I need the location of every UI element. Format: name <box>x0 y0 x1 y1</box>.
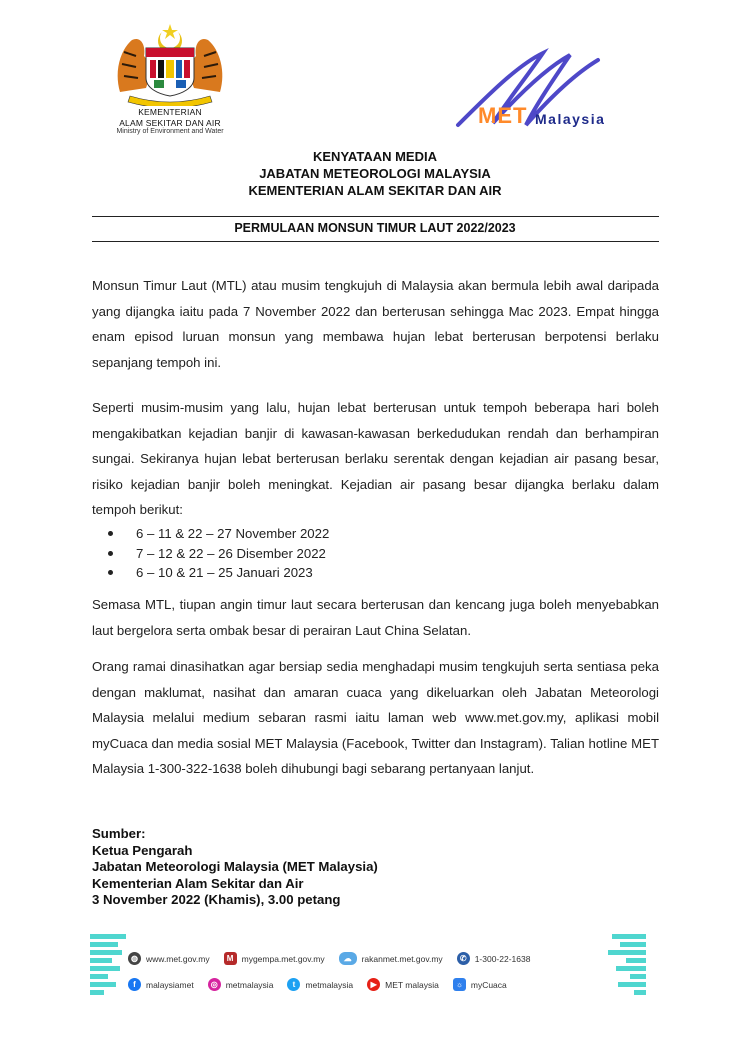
ministry-name-english: Ministry of Environment and Water <box>116 128 224 135</box>
source-label: Sumber: <box>92 826 146 841</box>
ministry-name-line1: KEMENTERIAN <box>138 107 202 117</box>
bullet-icon <box>108 570 113 575</box>
bullet-icon <box>108 551 113 556</box>
instagram-text: metmalaysia <box>225 979 274 990</box>
paragraph-1: Monsun Timur Laut (MTL) atau musim tengkujuh di Malaysia akan bermula lebih awal daripada yang dijangka iaitu pada 7 November 2022 dan berterusan sehingga Mac 2023. Empat hingga enam episod luruan monsun yang membawa hujan lebat berterusan berpotensi berlaku sepanjang tempoh ini. <box>92 278 659 370</box>
rakanmet-link[interactable] <box>339 952 443 965</box>
twitter-link[interactable] <box>287 978 353 991</box>
contact-footer <box>0 928 750 1018</box>
paragraph-4: Orang ramai dinasihatkan agar bersiap sedia menghadapi musim tengkujuh serta sentiasa peka dengan maklumat, nasihat dan amaran cuaca yang dikeluarkan oleh Jabatan Meteorologi Malaysia melalui medium sebaran rasmi iaitu laman web www.met.gov.my, aplikasi mobil myCuaca dan media sosial MET Malaysia (Facebook, Twitter dan Instagram). Talian hotline MET Malaysia 1-300-322-1638 boleh dihubungi bagi sebarang pertanyaan lanjut. <box>92 659 659 776</box>
source-block <box>92 826 378 909</box>
website-text: www.met.gov.my <box>146 953 210 964</box>
footer-stripes-right <box>604 934 646 998</box>
facebook-text: malaysiamet <box>146 979 194 990</box>
subject-rule-bottom <box>92 241 659 242</box>
website-link[interactable] <box>128 952 210 965</box>
mycuaca-icon: ☼ <box>453 978 466 991</box>
mygempa-text: mygempa.met.gov.my <box>241 953 325 964</box>
mygempa-icon: M <box>224 952 237 965</box>
list-item <box>108 544 329 564</box>
source-line2: Jabatan Meteorologi Malaysia (MET Malaysia) <box>92 859 378 874</box>
heading-line3: KEMENTERIAN ALAM SEKITAR DAN AIR <box>248 183 502 198</box>
youtube-icon: ▶ <box>367 978 380 991</box>
cloud-icon: ☁ <box>339 952 357 965</box>
source-line1: Ketua Pengarah <box>92 842 193 858</box>
list-item-text: 6 – 11 & 22 – 27 November 2022 <box>136 526 330 541</box>
youtube-text: MET malaysia <box>385 979 439 990</box>
paragraph-2: Seperti musim-musim yang lalu, hujan lebat berterusan untuk tempoh beberapa hari boleh mengakibatkan kejadian banjir di kawasan-kawasan berkedudukan rendah dan berhampiran sungai. Sekiranya hujan lebat berterusan berlaku serentak dengan kejadian air pasang besar, risiko kejadian banjir boleh meningkat. Kejadian air pasang besar dijangka berlaku dalam tempoh berikut: <box>92 400 659 517</box>
subject-rule-top <box>92 216 659 217</box>
heading-line1: KENYATAAN MEDIA <box>313 149 437 164</box>
instagram-icon: ◎ <box>208 978 221 991</box>
facebook-link[interactable] <box>128 978 194 991</box>
coat-of-arms-icon <box>110 22 230 106</box>
subject-title: PERMULAAN MONSUN TIMUR LAUT 2022/2023 <box>234 221 516 235</box>
footer-contacts-row <box>128 952 530 965</box>
instagram-link[interactable] <box>208 978 274 991</box>
met-logo-country: Malaysia <box>535 111 606 127</box>
spring-tide-list <box>108 524 329 583</box>
list-item-text: 7 – 12 & 22 – 26 Disember 2022 <box>136 545 326 561</box>
phone-icon: ✆ <box>457 952 470 965</box>
globe-icon: ◍ <box>128 952 141 965</box>
mygempa-link[interactable] <box>224 952 325 965</box>
twitter-text: metmalaysia <box>305 979 354 990</box>
heading-line2: JABATAN METEOROLOGI MALAYSIA <box>259 166 491 181</box>
youtube-link[interactable] <box>367 978 439 991</box>
list-item <box>108 524 329 544</box>
mycuaca-link[interactable] <box>453 978 507 991</box>
list-item-text: 6 – 10 & 21 – 25 Januari 2023 <box>136 565 313 580</box>
bullet-icon <box>108 531 113 536</box>
footer-stripes-left <box>90 934 126 998</box>
source-line3: Kementerian Alam Sekitar dan Air <box>92 875 304 891</box>
hotline-link[interactable] <box>457 952 531 965</box>
facebook-icon: f <box>128 978 141 991</box>
rakanmet-text: rakanmet.met.gov.my <box>361 953 443 964</box>
hotline-text: 1-300-22-1638 <box>474 953 531 964</box>
twitter-icon: t <box>287 978 300 991</box>
met-logo-word: MET <box>478 103 528 128</box>
list-item <box>108 563 329 583</box>
source-date: 3 November 2022 (Khamis), 3.00 petang <box>92 892 341 907</box>
ministry-logo <box>100 22 240 136</box>
ministry-name-line2: ALAM SEKITAR DAN AIR <box>119 118 221 128</box>
paragraph-3: Semasa MTL, tiupan angin timur laut secara berterusan dan kencang juga boleh menyebabkan laut bergelora serta ombak besar di perairan Laut China Selatan. <box>92 597 659 638</box>
press-release-heading <box>0 148 750 199</box>
footer-social-row <box>128 978 507 991</box>
mycuaca-text: myCuaca <box>470 979 507 990</box>
